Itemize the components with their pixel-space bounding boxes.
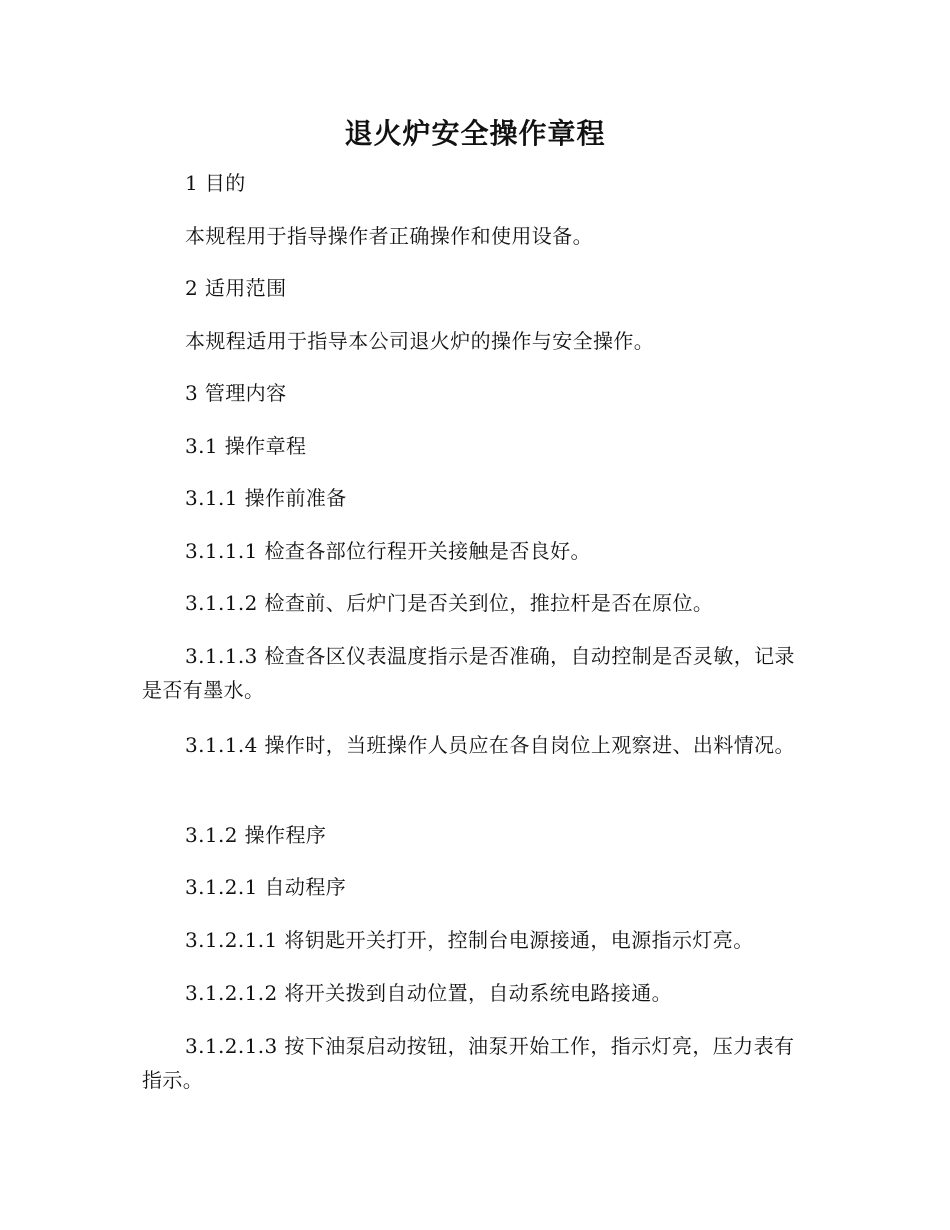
subsection-heading: 3.1 操作章程 [185, 434, 307, 458]
subsection-heading: 3.1.2 操作程序 [185, 823, 327, 847]
body-paragraph: 3.1.1.1 检查各部位行程开关接触是否良好。 [185, 539, 591, 563]
subsection-heading: 3.1.2.1 自动程序 [185, 875, 347, 899]
body-paragraph: 3.1.2.1.1 将钥匙开关打开，控制台电源接通，电源指示灯亮。 [185, 928, 754, 952]
body-paragraph: 本规程适用于指导本公司退火炉的操作与安全操作。 [185, 329, 655, 353]
body-paragraph: 3.1.1.2 检查前、后炉门是否关到位，推拉杆是否在原位。 [185, 591, 714, 615]
body-paragraph: 3.1.2.1.3 按下油泵启动按钮，油泵开始工作，指示灯亮，压力表有指示。 [142, 1034, 795, 1092]
body-paragraph: 3.1.1.3 检查各区仪表温度指示是否准确，自动控制是否灵敏，记录是否有墨水。 [142, 644, 795, 702]
section-heading: 3 管理内容 [185, 381, 287, 405]
subsection-heading: 3.1.1 操作前准备 [185, 486, 347, 510]
body-paragraph: 3.1.1.4 操作时，当班操作人员应在各自岗位上观察进、出料情况。 [185, 733, 795, 757]
section-heading: 2 适用范围 [185, 276, 287, 300]
section-heading: 1 目的 [185, 171, 246, 195]
body-paragraph: 3.1.2.1.2 将开关拨到自动位置，自动系统电路接通。 [185, 981, 673, 1005]
document-title: 退火炉安全操作章程 [344, 117, 606, 150]
body-paragraph: 本规程用于指导操作者正确操作和使用设备。 [185, 224, 593, 248]
